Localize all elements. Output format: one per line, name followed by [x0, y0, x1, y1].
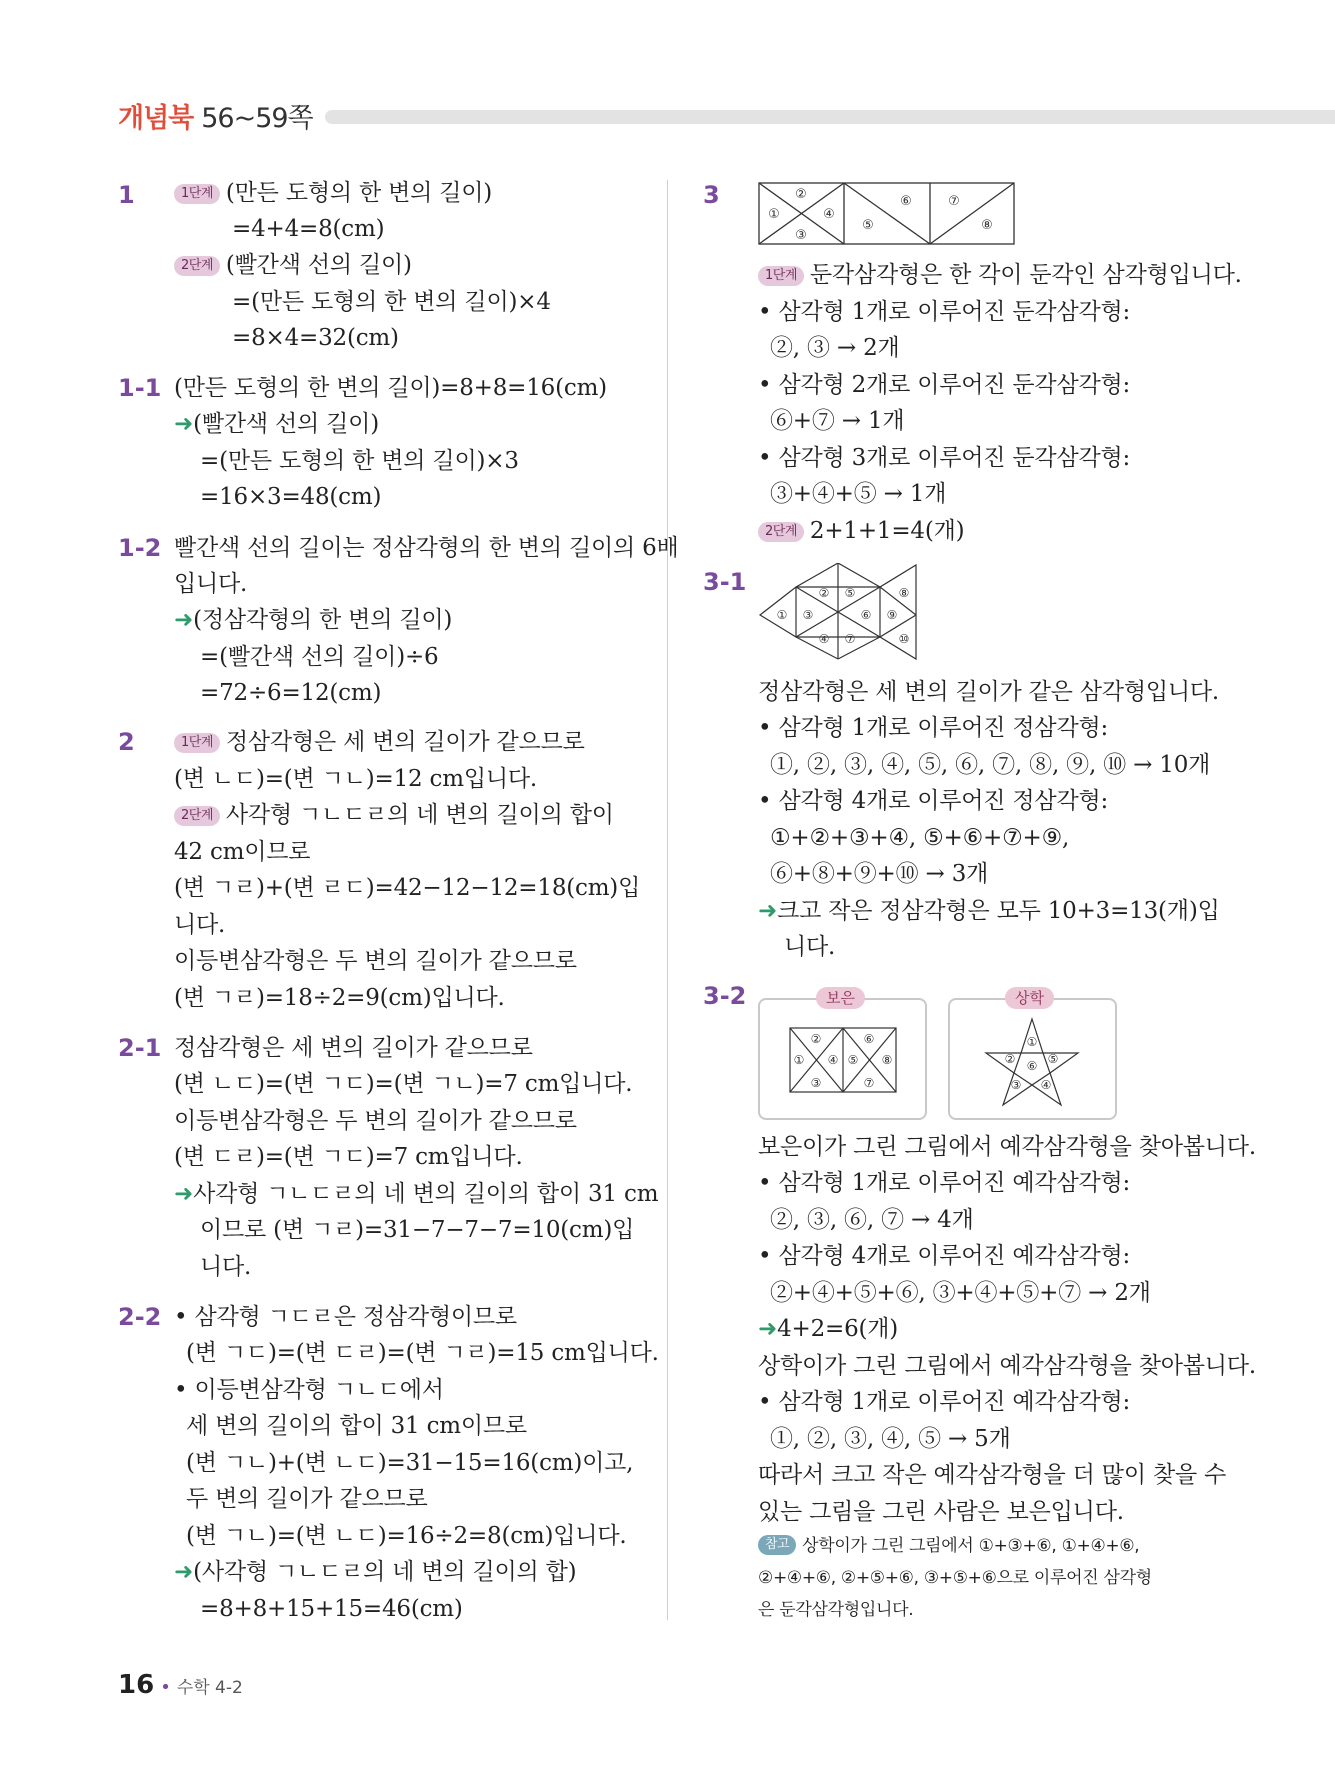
- solution-line: • 삼각형 1개로 이루어진 정삼각형:: [758, 715, 1109, 741]
- problem-number: 1-2: [118, 534, 162, 562]
- region-label: ③: [1010, 1078, 1022, 1092]
- solution-line: 정삼각형은 세 변의 길이가 같은 삼각형입니다.: [758, 679, 1220, 705]
- footer: [118, 1670, 243, 1700]
- solution-line: (변 ㄷㄹ)=(변 ㄱㄷ)=7 cm입니다.: [174, 1144, 523, 1170]
- solution-line: 1단계 정삼각형은 세 변의 길이가 같으므로: [174, 727, 585, 757]
- solution-line: 보은이가 그린 그림에서 예각삼각형을 찾아봅니다.: [758, 1134, 1256, 1160]
- solution-line: (변 ㄱㄹ)+(변 ㄹㄷ)=42−12−12=18(cm)입: [174, 875, 641, 901]
- solution-line: ➜(정삼각형의 한 변의 길이): [174, 607, 453, 633]
- solution-line: ➜크고 작은 정삼각형은 모두 10+3=13(개)입: [758, 898, 1220, 924]
- solution-line: 입니다.: [174, 571, 248, 597]
- solution-line: (변 ㄱㄹ)=18÷2=9(cm)입니다.: [174, 985, 505, 1011]
- problem-number: 2-1: [118, 1034, 162, 1062]
- solution-line: ➜4+2=6(개): [758, 1316, 899, 1342]
- region-label: ⑧: [898, 586, 910, 600]
- header-pages: 56~59쪽: [201, 103, 313, 134]
- solution-line: =4+4=8(cm): [232, 216, 385, 242]
- solution-line: 2단계 사각형 ㄱㄴㄷㄹ의 네 변의 길이의 합이: [174, 800, 614, 830]
- solution-line: ②, ③, ⑥, ⑦ → 4개: [770, 1207, 974, 1233]
- arrow-icon: ➜: [174, 1181, 194, 1207]
- solution-line: 이등변삼각형은 두 변의 길이가 같으므로: [174, 948, 577, 974]
- solution-line: 2단계 (빨간색 선의 길이): [174, 250, 412, 280]
- solution-line: ②+④+⑤+⑥, ③+④+⑤+⑦ → 2개: [770, 1280, 1151, 1306]
- solution-line: =(만든 도형의 한 변의 길이)×4: [232, 289, 551, 315]
- solution-line: ⑥+⑧+⑨+⑩ → 3개: [770, 861, 989, 887]
- arrow-icon: ➜: [174, 607, 194, 633]
- problem-number: 2: [118, 728, 135, 756]
- region-label: ⑥: [863, 1032, 875, 1046]
- solution-line: 빨간색 선의 길이는 정삼각형의 한 변의 길이의 6배: [174, 535, 679, 561]
- note-line: 은 둔각삼각형입니다.: [758, 1600, 914, 1620]
- region-label: ④: [818, 632, 830, 646]
- solution-line: • 삼각형 1개로 이루어진 예각삼각형:: [758, 1389, 1131, 1415]
- solution-line: 있는 그림을 그린 사람은 보은입니다.: [758, 1499, 1124, 1525]
- header-bar: [325, 110, 1335, 124]
- figure-label-sanghak: 상학: [1005, 987, 1054, 1009]
- solution-line: ➜사각형 ㄱㄴㄷㄹ의 네 변의 길이의 합이 31 cm: [174, 1181, 659, 1207]
- arrow-icon: ➜: [758, 898, 778, 924]
- solution-line: • 삼각형 2개로 이루어진 둔각삼각형:: [758, 372, 1131, 398]
- region-label: ④: [1040, 1078, 1052, 1092]
- solution-line: 1단계 둔각삼각형은 한 각이 둔각인 삼각형입니다.: [758, 260, 1242, 290]
- column-divider: [667, 180, 668, 1620]
- solution-line: 정삼각형은 세 변의 길이가 같으므로: [174, 1035, 533, 1061]
- region-label: ⑥: [860, 608, 872, 622]
- region-label: ⑧: [881, 1053, 893, 1067]
- region-label: ⑤: [844, 586, 856, 600]
- solution-line: • 이등변삼각형 ㄱㄴㄷ에서: [174, 1377, 444, 1403]
- triangle-figure-3: [758, 182, 1016, 246]
- solution-line: ③+④+⑤ → 1개: [770, 481, 947, 507]
- solution-line: 따라서 크고 작은 예각삼각형을 더 많이 찾을 수: [758, 1462, 1227, 1488]
- triangle-figure-3-1: [758, 563, 918, 661]
- solution-line: 42 cm이므로: [174, 839, 311, 865]
- solution-line: • 삼각형 ㄱㄷㄹ은 정삼각형이므로: [174, 1304, 517, 1330]
- solution-line: • 삼각형 1개로 이루어진 둔각삼각형:: [758, 299, 1131, 325]
- solution-line: 이등변삼각형은 두 변의 길이가 같으므로: [174, 1108, 577, 1134]
- solution-line: (변 ㄱㄴ)=(변 ㄴㄷ)=16÷2=8(cm)입니다.: [186, 1523, 627, 1549]
- region-label: ⑨: [886, 608, 898, 622]
- solution-line: (변 ㄴㄷ)=(변 ㄱㄷ)=(변 ㄱㄴ)=7 cm입니다.: [174, 1071, 633, 1097]
- region-label: ②: [1004, 1052, 1016, 1066]
- solution-line: =8+8+15+15=46(cm): [200, 1596, 463, 1622]
- solution-line: ①, ②, ③, ④, ⑤ → 5개: [770, 1426, 1011, 1452]
- step-badge: 1단계: [758, 266, 804, 286]
- arrow-icon: ➜: [758, 1316, 778, 1342]
- solution-line: 2단계 2+1+1=4(개): [758, 516, 964, 546]
- solution-line: =8×4=32(cm): [232, 325, 399, 351]
- solution-line: ①+②+③+④, ⑤+⑥+⑦+⑨,: [770, 825, 1070, 851]
- step-badge: 2단계: [174, 256, 220, 276]
- region-label: ④: [827, 1053, 839, 1067]
- solution-line: • 삼각형 4개로 이루어진 예각삼각형:: [758, 1243, 1131, 1269]
- region-label: ①: [793, 1053, 805, 1067]
- solution-line: 1단계 (만든 도형의 한 변의 길이): [174, 178, 492, 208]
- solution-line: 세 변의 길이의 합이 31 cm이므로: [186, 1413, 527, 1439]
- star-figure-sanghak: [984, 1017, 1080, 1107]
- step-badge: 1단계: [174, 733, 220, 753]
- solution-line: (변 ㄱㄷ)=(변 ㄷㄹ)=(변 ㄱㄹ)=15 cm입니다.: [186, 1340, 659, 1366]
- problem-number: 3-1: [703, 568, 747, 596]
- region-label: ⑩: [898, 632, 910, 646]
- arrow-icon: ➜: [174, 411, 194, 437]
- solution-line: =72÷6=12(cm): [200, 680, 382, 706]
- triangle-figure-boeun: [789, 1027, 897, 1093]
- solution-line: (변 ㄴㄷ)=(변 ㄱㄴ)=12 cm입니다.: [174, 766, 537, 792]
- region-label: ⑤: [847, 1053, 859, 1067]
- solution-line: • 삼각형 4개로 이루어진 정삼각형:: [758, 788, 1109, 814]
- region-label: ①: [776, 608, 788, 622]
- problem-number: 3-2: [703, 982, 747, 1010]
- problem-number: 1-1: [118, 374, 162, 402]
- region-label: ⑤: [862, 218, 874, 233]
- arrow-icon: ➜: [174, 1559, 194, 1585]
- region-label: ②: [810, 1032, 822, 1046]
- solution-line: • 삼각형 3개로 이루어진 둔각삼각형:: [758, 445, 1131, 471]
- region-label: ②: [795, 187, 807, 202]
- region-label: ⑦: [948, 194, 960, 209]
- solution-line: =(만든 도형의 한 변의 길이)×3: [200, 448, 519, 474]
- region-label: ⑦: [863, 1076, 875, 1090]
- solution-line: (만든 도형의 한 변의 길이)=8+8=16(cm): [174, 375, 607, 401]
- solution-line: ①, ②, ③, ④, ⑤, ⑥, ⑦, ⑧, ⑨, ⑩ → 10개: [770, 752, 1211, 778]
- region-label: ③: [810, 1076, 822, 1090]
- book-title: 수학 4-2: [176, 1678, 243, 1698]
- note-badge: 참고: [758, 1535, 796, 1555]
- region-label: ③: [795, 228, 807, 243]
- solution-line: (변 ㄱㄴ)+(변 ㄴㄷ)=31−15=16(cm)이고,: [186, 1450, 634, 1476]
- region-label: ⑥: [1026, 1059, 1038, 1073]
- solution-line: 이므로 (변 ㄱㄹ)=31−7−7−7=10(cm)입: [200, 1217, 635, 1243]
- header-title: 개념북 56~59쪽: [118, 103, 313, 134]
- bullet-icon: •: [160, 1677, 171, 1698]
- region-label: ⑤: [1047, 1052, 1059, 1066]
- step-badge: 1단계: [174, 184, 220, 204]
- solution-line: 두 변의 길이가 같으므로: [186, 1486, 428, 1512]
- region-label: ⑦: [844, 632, 856, 646]
- solution-line: 니다.: [200, 1254, 252, 1280]
- note-line: ②+④+⑥, ②+⑤+⑥, ③+⑤+⑥으로 이루어진 삼각형: [758, 1568, 1152, 1588]
- solution-line: =(빨간색 선의 길이)÷6: [200, 644, 439, 670]
- region-label: ①: [768, 207, 780, 222]
- region-label: ⑧: [981, 218, 993, 233]
- region-label: ②: [818, 586, 830, 600]
- solution-line: 니다.: [174, 912, 226, 938]
- problem-number: 2-2: [118, 1303, 162, 1331]
- region-label: ④: [823, 207, 835, 222]
- solution-line: 니다.: [784, 934, 836, 960]
- solution-line: =16×3=48(cm): [200, 484, 382, 510]
- solution-line: ➜(사각형 ㄱㄴㄷㄹ의 네 변의 길이의 합): [174, 1559, 577, 1585]
- solution-line: 상학이가 그린 그림에서 예각삼각형을 찾아봅니다.: [758, 1353, 1256, 1379]
- solution-line: ②, ③ → 2개: [770, 335, 900, 361]
- problem-number: 3: [703, 181, 720, 209]
- region-label: ⑥: [900, 194, 912, 209]
- region-label: ③: [802, 608, 814, 622]
- region-label: ①: [1026, 1035, 1038, 1049]
- page-number: 16: [118, 1670, 155, 1700]
- step-badge: 2단계: [758, 522, 804, 542]
- problem-number: 1: [118, 181, 135, 209]
- solution-line: • 삼각형 1개로 이루어진 예각삼각형:: [758, 1170, 1131, 1196]
- step-badge: 2단계: [174, 806, 220, 826]
- note-line: 참고 상학이가 그린 그림에서 ①+③+⑥, ①+④+⑥,: [758, 1531, 1139, 1561]
- solution-line: ⑥+⑦ → 1개: [770, 408, 905, 434]
- solution-line: ➜(빨간색 선의 길이): [174, 411, 379, 437]
- figure-label-boeun: 보은: [816, 987, 865, 1009]
